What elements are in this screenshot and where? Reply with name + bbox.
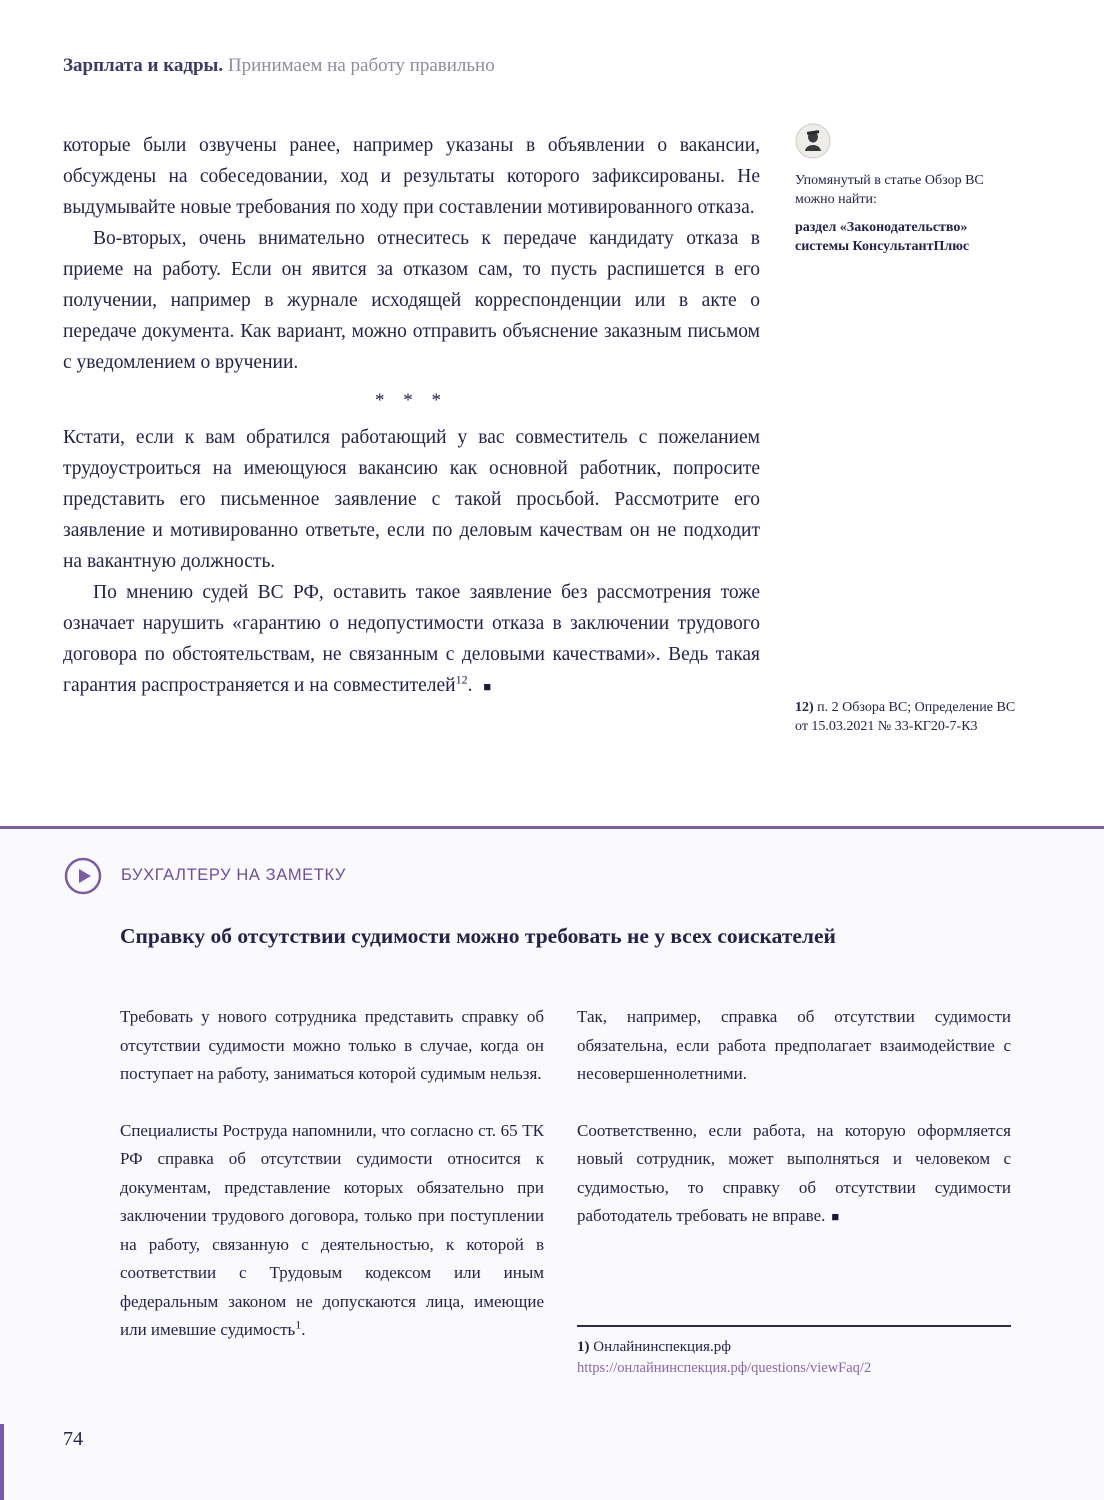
edge-accent-bar [0,1424,4,1500]
note-heading: Справку об отсутствии судимости можно требовать не у всех соискателей [120,924,836,948]
header-title-rest: Принимаем на работу правильно [223,55,495,76]
page-number: 74 [63,1428,83,1450]
footnote-name: Онлайнинспекция.рф [593,1339,731,1355]
play-icon [64,857,102,895]
paragraph-tail: . [467,675,478,696]
footnote-rule [577,1325,1011,1327]
note-right-paragraph-1: Так, например, справка об отсутствии судимости обязательна, если работа предполагает взаимодействие с несовершеннолетними. [577,1007,1011,1083]
paragraph-tail: . [301,1320,306,1339]
end-of-article-marker: ■ [483,679,492,694]
article-body [63,130,760,702]
note-column-left [120,1003,544,1373]
sidebar-footnote [795,698,1023,736]
consultant-plus-icon [795,123,831,159]
footnote-number: 1) [577,1339,594,1355]
footnote-source [577,1339,1011,1356]
note-left-paragraph-2 [120,1117,544,1345]
note-footnote [577,1325,1011,1377]
paragraph-text: По мнению судей ВС РФ, оставить такое заявление без рассмотрения тоже означает нарушить «гарантию о недопустимости отказа в заключении трудового договора по обстоятельствам, не связанным с деловыми качествами». Ведь такая гарантия распространяется и на совместителей [63,582,760,696]
footnote-ref-12: 12 [455,672,468,687]
footnote-link[interactable]: https://онлайнинспекция.рф/questions/viewFaq/2 [577,1360,872,1376]
note-column-right [577,1003,1011,1260]
note-left-paragraph-1: Требовать у нового сотрудника представить справку об отсутствии судимости можно только в случае, когда он поступает на работу, заниматься которой судимым нельзя. [120,1007,544,1083]
header-title-bold: Зарплата и кадры. [63,55,224,76]
paragraph-text: Специалисты Роструда напомнили, что согласно ст. 65 ТК РФ справка об отсутствии судимости относится к документам, представление которых обязательно при заключении трудового договора, только при поступлении на работу, связанную с деятельностью, к которой в соответствии с Трудовым кодексом или иным федеральным законом не допускаются лица, имеющие или имевшие судимость [120,1120,544,1339]
footnote-ref-1: 1 [295,1317,302,1332]
paragraph-text: Соответственно, если работа, на которую оформляется новый сотрудник, может выполняться и человеком с судимостью, то справку об отсутствии судимости работодатель требовать не вправе. [577,1120,1011,1225]
sidebar-note [795,123,1017,256]
end-of-note-marker: ■ [831,1209,840,1224]
page-header [63,55,495,77]
article-paragraph-3: Кстати, если к вам обратился работающий у вас совместитель с пожеланием трудоустроиться на имеющуюся вакансию как основной работник, попросите представить его письменное заявление с такой просьбой. Рассмотрите его заявление и мотивированно ответьте, если по деловым качествам он не подходит на вакантную должность. [63,427,760,572]
sidebar-note-bold: раздел «Законодательство» системы КонсультантПлюс [795,220,970,254]
note-right-paragraph-2 [577,1117,1011,1232]
article-paragraph-2: Во-вторых, очень внимательно отнеситесь к передаче кандидату отказа в приеме на работу. Если он явится за отказом сам, то пусть распишется в его получении, например в журнале исходящей корреспонденции или в акте о передаче документа. Как вариант, можно отправить объяснение заказным письмом с уведомлением о вручении. [63,228,760,373]
article-paragraph-4 [63,577,760,702]
article-paragraph-1: которые были озвучены ранее, например указаны в объявлении о вакансии, обсуждены на собеседовании, ход и результаты которого зафиксированы. Не выдумывайте новые требования по ходу при составлении мотивированного отказа. [63,135,760,218]
section-separator: * * * [375,390,448,411]
sidebar-footnote-text: п. 2 Обзора ВС; Определение ВС от 15.03.2021 № 33-КГ20-7-К3 [795,700,1016,734]
note-kicker: БУХГАЛТЕРУ НА ЗАМЕТКУ [121,866,346,884]
sidebar-note-text: Упомянутый в статье Обзор ВС можно найти: [795,173,984,207]
sidebar-footnote-number: 12) [795,700,818,715]
